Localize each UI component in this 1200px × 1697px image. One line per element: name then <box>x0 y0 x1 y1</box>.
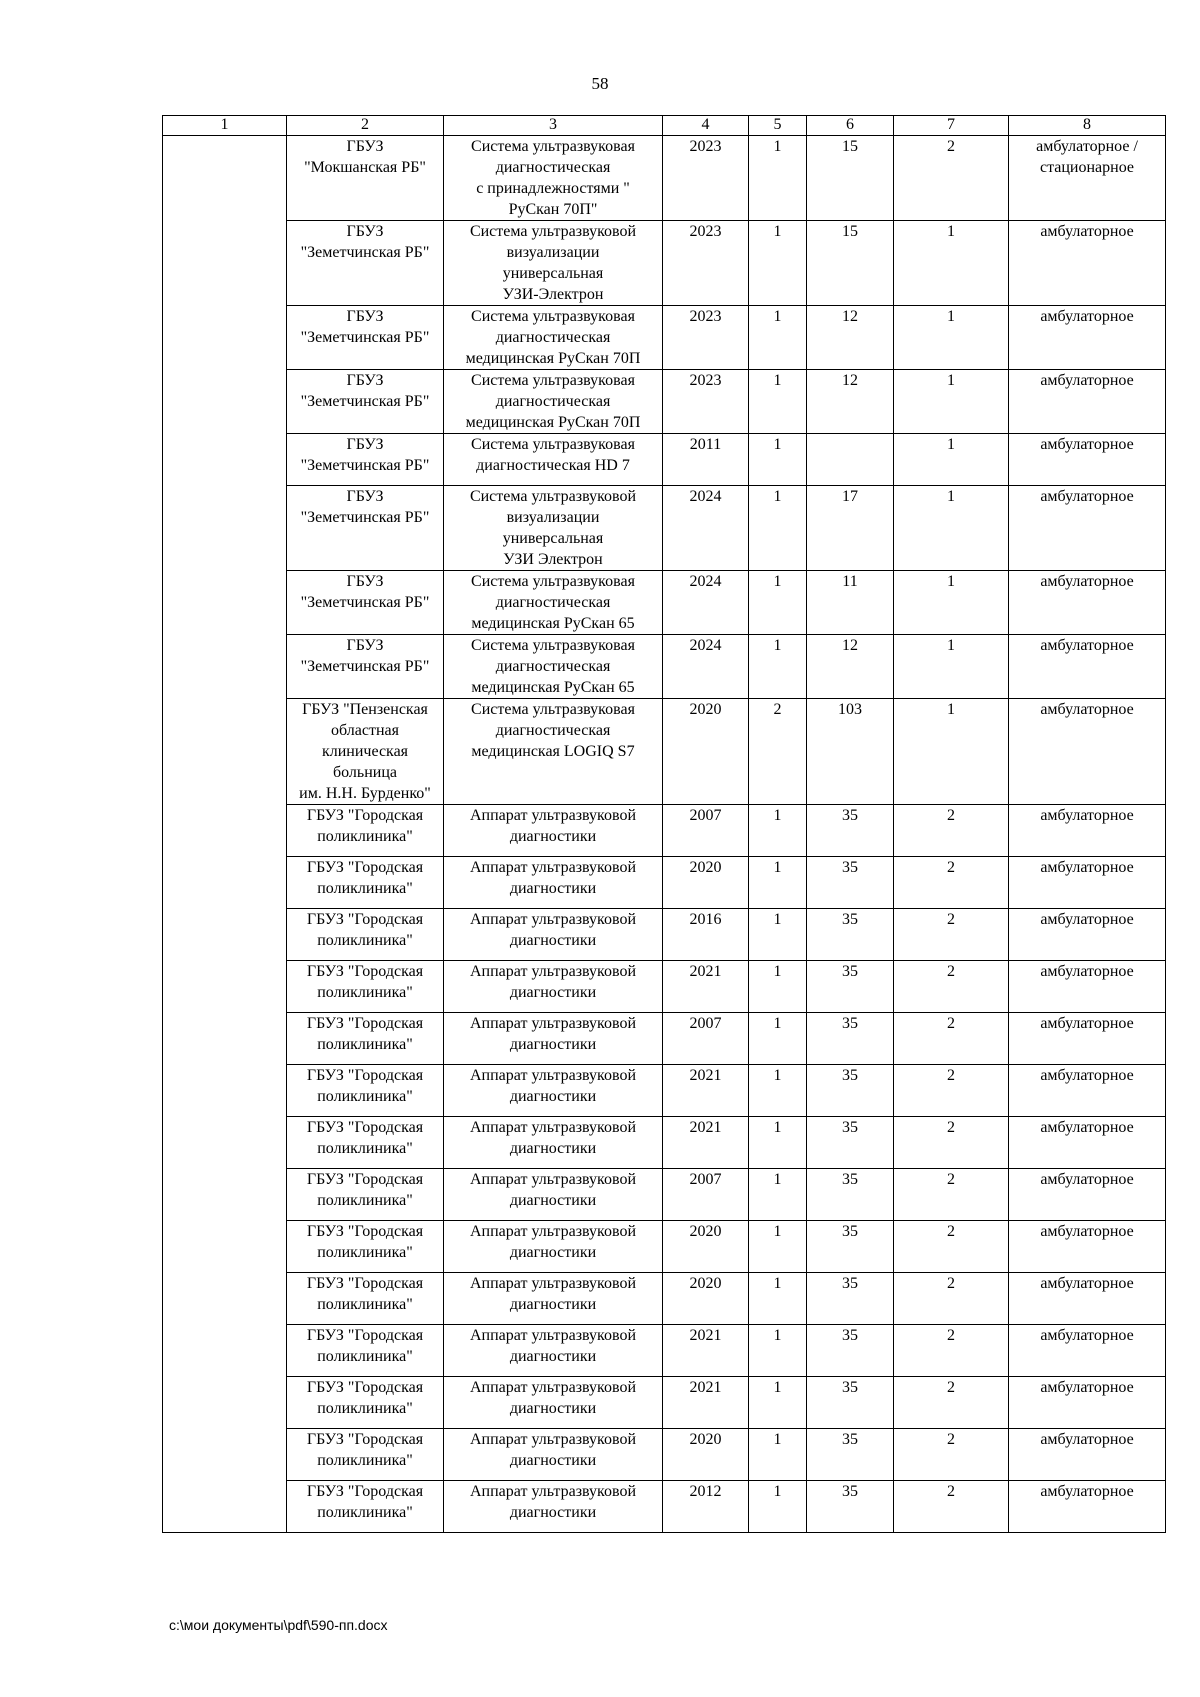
quantity-cell: 1 <box>749 221 807 306</box>
equipment-cell: Аппарат ультразвуковой диагностики <box>444 1117 663 1169</box>
column-7-cell: 2 <box>894 909 1009 961</box>
care-type-cell: амбулаторное <box>1009 1377 1166 1429</box>
organization-cell: ГБУЗ "Городская поликлиника" <box>287 857 444 909</box>
year-cell: 2016 <box>663 909 749 961</box>
year-cell: 2024 <box>663 571 749 635</box>
equipment-cell: Система ультразвуковой визуализации универсальная УЗИ-Электрон <box>444 221 663 306</box>
table-row <box>163 1429 1166 1481</box>
organization-cell: ГБУЗ "Земетчинская РБ" <box>287 370 444 434</box>
year-cell: 2007 <box>663 1013 749 1065</box>
equipment-cell: Система ультразвуковая диагностическая медицинская РуСкан 65 <box>444 635 663 699</box>
column-7-cell: 2 <box>894 1377 1009 1429</box>
table-row <box>163 136 1166 221</box>
equipment-cell: Аппарат ультразвуковой диагностики <box>444 961 663 1013</box>
year-cell: 2020 <box>663 1221 749 1273</box>
organization-cell: ГБУЗ "Городская поликлиника" <box>287 1221 444 1273</box>
table-row <box>163 434 1166 486</box>
organization-cell: ГБУЗ "Городская поликлиника" <box>287 961 444 1013</box>
column-7-cell: 2 <box>894 1013 1009 1065</box>
quantity-cell: 1 <box>749 1221 807 1273</box>
column-7-cell: 2 <box>894 1221 1009 1273</box>
organization-cell: ГБУЗ "Городская поликлиника" <box>287 1273 444 1325</box>
year-cell: 2021 <box>663 1325 749 1377</box>
column-7-cell: 2 <box>894 961 1009 1013</box>
header-cell-4: 4 <box>663 116 749 136</box>
care-type-cell: амбулаторное <box>1009 857 1166 909</box>
organization-cell: ГБУЗ "Городская поликлиника" <box>287 1481 444 1533</box>
column-6-cell: 15 <box>807 136 894 221</box>
organization-cell: ГБУЗ "Городская поликлиника" <box>287 1377 444 1429</box>
header-cell-3: 3 <box>444 116 663 136</box>
table-row <box>163 1065 1166 1117</box>
column-6-cell: 12 <box>807 306 894 370</box>
table-row <box>163 1273 1166 1325</box>
equipment-cell: Система ультразвуковая диагностическая медицинская РуСкан 70П <box>444 306 663 370</box>
equipment-cell: Система ультразвуковая диагностическая медицинская РуСкан 70П <box>444 370 663 434</box>
year-cell: 2021 <box>663 1377 749 1429</box>
quantity-cell: 1 <box>749 136 807 221</box>
quantity-cell: 1 <box>749 486 807 571</box>
care-type-cell: амбулаторное <box>1009 1273 1166 1325</box>
organization-cell: ГБУЗ "Земетчинская РБ" <box>287 635 444 699</box>
column-6-cell: 35 <box>807 1273 894 1325</box>
care-type-cell: амбулаторное <box>1009 571 1166 635</box>
table-row <box>163 1221 1166 1273</box>
organization-cell: ГБУЗ "Земетчинская РБ" <box>287 221 444 306</box>
year-cell: 2023 <box>663 136 749 221</box>
quantity-cell: 1 <box>749 1065 807 1117</box>
column-7-cell: 1 <box>894 221 1009 306</box>
table-row <box>163 1377 1166 1429</box>
page-number: 58 <box>591 74 609 93</box>
table-row <box>163 857 1166 909</box>
quantity-cell: 1 <box>749 434 807 486</box>
table-row <box>163 1325 1166 1377</box>
care-type-cell: амбулаторное <box>1009 805 1166 857</box>
table-row <box>163 221 1166 306</box>
table-header <box>163 116 1166 136</box>
organization-cell: ГБУЗ "Земетчинская РБ" <box>287 486 444 571</box>
column-6-cell <box>807 434 894 486</box>
table-row <box>163 1169 1166 1221</box>
organization-cell: ГБУЗ "Городская поликлиника" <box>287 1117 444 1169</box>
quantity-cell: 1 <box>749 571 807 635</box>
care-type-cell: амбулаторное / стационарное <box>1009 136 1166 221</box>
column-7-cell: 2 <box>894 857 1009 909</box>
table-row <box>163 486 1166 571</box>
quantity-cell: 1 <box>749 1429 807 1481</box>
footer-file-path: c:\мои документы\pdf\590-пп.docx <box>169 1617 388 1633</box>
care-type-cell: амбулаторное <box>1009 1481 1166 1533</box>
care-type-cell: амбулаторное <box>1009 434 1166 486</box>
table-row <box>163 909 1166 961</box>
table-row <box>163 805 1166 857</box>
care-type-cell: амбулаторное <box>1009 370 1166 434</box>
equipment-cell: Аппарат ультразвуковой диагностики <box>444 1273 663 1325</box>
column-7-cell: 2 <box>894 1481 1009 1533</box>
equipment-cell: Система ультразвуковая диагностическая HD 7 <box>444 434 663 486</box>
organization-cell: ГБУЗ "Пензенская областная клиническая больница им. Н.Н. Бурденко" <box>287 699 444 805</box>
equipment-table <box>162 115 1166 1533</box>
column-6-cell: 35 <box>807 961 894 1013</box>
care-type-cell: амбулаторное <box>1009 306 1166 370</box>
year-cell: 2024 <box>663 635 749 699</box>
column-7-cell: 2 <box>894 1169 1009 1221</box>
header-cell-8: 8 <box>1009 116 1166 136</box>
column-7-cell: 1 <box>894 306 1009 370</box>
column-6-cell: 12 <box>807 370 894 434</box>
equipment-cell: Аппарат ультразвуковой диагностики <box>444 805 663 857</box>
year-cell: 2023 <box>663 306 749 370</box>
column-6-cell: 35 <box>807 1325 894 1377</box>
year-cell: 2024 <box>663 486 749 571</box>
equipment-cell: Аппарат ультразвуковой диагностики <box>444 1481 663 1533</box>
table-row <box>163 571 1166 635</box>
column-7-cell: 1 <box>894 370 1009 434</box>
quantity-cell: 1 <box>749 306 807 370</box>
care-type-cell: амбулаторное <box>1009 221 1166 306</box>
column-7-cell: 2 <box>894 136 1009 221</box>
year-cell: 2021 <box>663 1065 749 1117</box>
organization-cell: ГБУЗ "Земетчинская РБ" <box>287 306 444 370</box>
header-row <box>163 116 1166 136</box>
equipment-cell: Аппарат ультразвуковой диагностики <box>444 1065 663 1117</box>
column-7-cell: 2 <box>894 1325 1009 1377</box>
year-cell: 2021 <box>663 1117 749 1169</box>
equipment-cell: Аппарат ультразвуковой диагностики <box>444 1013 663 1065</box>
equipment-cell: Аппарат ультразвуковой диагностики <box>444 1325 663 1377</box>
organization-cell: ГБУЗ "Городская поликлиника" <box>287 1065 444 1117</box>
care-type-cell: амбулаторное <box>1009 1429 1166 1481</box>
care-type-cell: амбулаторное <box>1009 486 1166 571</box>
column-7-cell: 1 <box>894 434 1009 486</box>
column-6-cell: 35 <box>807 1429 894 1481</box>
organization-cell: ГБУЗ "Городская поликлиника" <box>287 909 444 961</box>
column-6-cell: 35 <box>807 1481 894 1533</box>
table-row <box>163 370 1166 434</box>
quantity-cell: 1 <box>749 1117 807 1169</box>
organization-cell: ГБУЗ "Городская поликлиника" <box>287 1429 444 1481</box>
column-7-cell: 2 <box>894 1065 1009 1117</box>
year-cell: 2007 <box>663 1169 749 1221</box>
quantity-cell: 1 <box>749 1169 807 1221</box>
year-cell: 2020 <box>663 857 749 909</box>
organization-cell: ГБУЗ "Земетчинская РБ" <box>287 434 444 486</box>
column-6-cell: 103 <box>807 699 894 805</box>
care-type-cell: амбулаторное <box>1009 1013 1166 1065</box>
column-7-cell: 1 <box>894 699 1009 805</box>
quantity-cell: 1 <box>749 805 807 857</box>
column-6-cell: 17 <box>807 486 894 571</box>
quantity-cell: 1 <box>749 909 807 961</box>
column-6-cell: 35 <box>807 1013 894 1065</box>
table-row <box>163 306 1166 370</box>
quantity-cell: 1 <box>749 1377 807 1429</box>
column-7-cell: 2 <box>894 1117 1009 1169</box>
year-cell: 2021 <box>663 961 749 1013</box>
year-cell: 2020 <box>663 1429 749 1481</box>
year-cell: 2020 <box>663 1273 749 1325</box>
organization-cell: ГБУЗ "Городская поликлиника" <box>287 1169 444 1221</box>
care-type-cell: амбулаторное <box>1009 1325 1166 1377</box>
column-6-cell: 35 <box>807 1065 894 1117</box>
column-7-cell: 2 <box>894 1273 1009 1325</box>
header-cell-5: 5 <box>749 116 807 136</box>
equipment-cell: Система ультразвуковой визуализации универсальная УЗИ Электрон <box>444 486 663 571</box>
quantity-cell: 1 <box>749 370 807 434</box>
column-7-cell: 2 <box>894 805 1009 857</box>
column-6-cell: 12 <box>807 635 894 699</box>
organization-cell: ГБУЗ "Городская поликлиника" <box>287 1325 444 1377</box>
care-type-cell: амбулаторное <box>1009 909 1166 961</box>
column-7-cell: 1 <box>894 635 1009 699</box>
table-row <box>163 1481 1166 1533</box>
header-cell-1: 1 <box>163 116 287 136</box>
quantity-cell: 1 <box>749 635 807 699</box>
care-type-cell: амбулаторное <box>1009 635 1166 699</box>
care-type-cell: амбулаторное <box>1009 1169 1166 1221</box>
column-6-cell: 11 <box>807 571 894 635</box>
equipment-cell: Аппарат ультразвуковой диагностики <box>444 1169 663 1221</box>
table-row <box>163 1117 1166 1169</box>
year-cell: 2023 <box>663 221 749 306</box>
quantity-cell: 1 <box>749 1481 807 1533</box>
organization-cell: ГБУЗ "Городская поликлиника" <box>287 805 444 857</box>
column-6-cell: 15 <box>807 221 894 306</box>
care-type-cell: амбулаторное <box>1009 1065 1166 1117</box>
organization-cell: ГБУЗ "Мокшанская РБ" <box>287 136 444 221</box>
column-6-cell: 35 <box>807 805 894 857</box>
table-row <box>163 635 1166 699</box>
quantity-cell: 1 <box>749 1325 807 1377</box>
equipment-cell: Аппарат ультразвуковой диагностики <box>444 1429 663 1481</box>
year-cell: 2007 <box>663 805 749 857</box>
care-type-cell: амбулаторное <box>1009 961 1166 1013</box>
column-6-cell: 35 <box>807 857 894 909</box>
table-body <box>163 136 1166 1533</box>
column-6-cell: 35 <box>807 1221 894 1273</box>
column-6-cell: 35 <box>807 1117 894 1169</box>
table-row <box>163 699 1166 805</box>
table-row <box>163 961 1166 1013</box>
column-6-cell: 35 <box>807 1169 894 1221</box>
equipment-cell: Система ультразвуковая диагностическая медицинская РуСкан 65 <box>444 571 663 635</box>
equipment-cell: Аппарат ультразвуковой диагностики <box>444 909 663 961</box>
header-cell-2: 2 <box>287 116 444 136</box>
equipment-cell: Аппарат ультразвуковой диагностики <box>444 1377 663 1429</box>
quantity-cell: 1 <box>749 961 807 1013</box>
care-type-cell: амбулаторное <box>1009 1221 1166 1273</box>
column-1-cell <box>163 136 287 1533</box>
equipment-cell: Система ультразвуковая диагностическая с принадлежностями " РуСкан 70П" <box>444 136 663 221</box>
quantity-cell: 1 <box>749 857 807 909</box>
header-cell-7: 7 <box>894 116 1009 136</box>
quantity-cell: 1 <box>749 1273 807 1325</box>
column-7-cell: 1 <box>894 486 1009 571</box>
quantity-cell: 1 <box>749 1013 807 1065</box>
year-cell: 2020 <box>663 699 749 805</box>
header-cell-6: 6 <box>807 116 894 136</box>
year-cell: 2023 <box>663 370 749 434</box>
equipment-cell: Аппарат ультразвуковой диагностики <box>444 1221 663 1273</box>
year-cell: 2012 <box>663 1481 749 1533</box>
organization-cell: ГБУЗ "Городская поликлиника" <box>287 1013 444 1065</box>
column-6-cell: 35 <box>807 909 894 961</box>
table-row <box>163 1013 1166 1065</box>
care-type-cell: амбулаторное <box>1009 699 1166 805</box>
column-6-cell: 35 <box>807 1377 894 1429</box>
care-type-cell: амбулаторное <box>1009 1117 1166 1169</box>
column-7-cell: 2 <box>894 1429 1009 1481</box>
equipment-cell: Система ультразвуковая диагностическая медицинская LOGIQ S7 <box>444 699 663 805</box>
column-7-cell: 1 <box>894 571 1009 635</box>
organization-cell: ГБУЗ "Земетчинская РБ" <box>287 571 444 635</box>
year-cell: 2011 <box>663 434 749 486</box>
equipment-cell: Аппарат ультразвуковой диагностики <box>444 857 663 909</box>
quantity-cell: 2 <box>749 699 807 805</box>
